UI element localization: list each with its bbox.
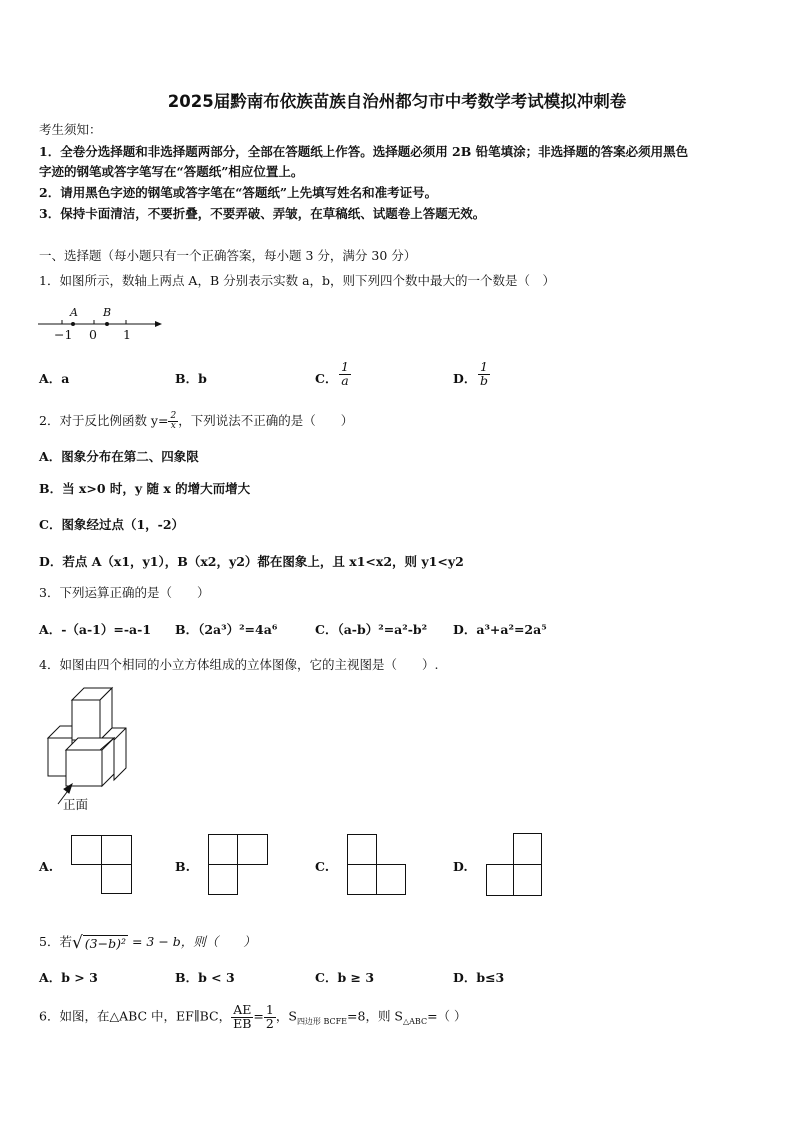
- q1-option-d-fraction: [478, 361, 490, 387]
- q6-post: =8，则 S: [347, 1008, 403, 1024]
- exam-title: 2025届黔南布依族苗族自治州都匀市中考数学考试模拟冲刺卷: [167, 92, 627, 111]
- q6-f1-den: EB: [233, 1015, 252, 1031]
- q6-sub-triangle: △ABC: [403, 1017, 428, 1026]
- q5-option-a: A．b > 3: [39, 970, 98, 985]
- q3-option-b: B．（2a³）²=4a⁶: [175, 622, 278, 637]
- q5-equation: = 3 − b，则（ ）: [128, 934, 256, 949]
- q5-number: 5．若: [39, 934, 72, 949]
- point-a-label: A: [70, 306, 78, 319]
- q4-option-a: A.: [39, 859, 54, 874]
- tick-minus-one: −1: [54, 327, 73, 342]
- q6-f2-num: 1: [265, 1002, 274, 1017]
- q5-option-c: C．b ≥ 3: [315, 970, 375, 985]
- q4-stem: 4．如图由四个相同的小立方体组成的立体图像，它的主视图是（ ）.: [39, 657, 439, 672]
- notice-item-1: 1．全卷分选择题和非选择题两部分，全部在答题纸上作答。选择题必须用 2B 铅笔填涂；非选择题的答案必须用黑色: [39, 144, 689, 159]
- notice-item-3: 3．保持卡面清洁，不要折叠，不要弄破、弄皱，在草稿纸、试题卷上答题无效。: [39, 206, 486, 221]
- q2-fraction: [168, 412, 178, 431]
- q6-f1-num: AE: [231, 1004, 253, 1018]
- q1-option-d: D．: [453, 371, 477, 386]
- section-heading: 一、选择题（每小题只有一个正确答案，每小题 3 分，满分 30 分）: [39, 248, 417, 263]
- q2-stem-pre: 2．对于反比例函数 y=: [39, 413, 169, 428]
- q1-d-numerator: 1: [478, 361, 490, 375]
- point-b-label: B: [103, 306, 112, 319]
- q6-fraction-ae-eb: [231, 1004, 253, 1030]
- q6-f2-den: 2: [265, 1015, 274, 1031]
- tick-one: 1: [123, 327, 131, 342]
- q4-option-a-figure: [71, 835, 133, 895]
- q6-end: =（ ）: [427, 1008, 467, 1024]
- q6-equals: =: [253, 1008, 264, 1024]
- q2-numerator: 2: [170, 411, 177, 421]
- cube-solid-figure: [40, 688, 140, 808]
- q2-option-c: C．图象经过点（1，-2）: [39, 517, 185, 532]
- q2-stem: [39, 411, 353, 431]
- notice-item-1-cont: 字迹的钢笔或答字笔写在“答题纸”相应位置上。: [39, 164, 304, 179]
- q6-stem: [39, 1004, 467, 1030]
- q3-option-a: A．-（a-1）=-a-1: [39, 622, 152, 637]
- q4-option-c-figure: [347, 834, 409, 896]
- front-label: 正面: [63, 797, 89, 812]
- notice-item-2: 2．请用黑色字迹的钢笔或答字笔在“答题纸”上先填写姓名和准考证号。: [39, 185, 438, 200]
- q4-option-d: D.: [453, 859, 468, 874]
- q4-option-b: B.: [175, 859, 190, 874]
- q5-radicand: (3−b)²: [84, 935, 126, 951]
- q1-option-b: B．b: [175, 371, 207, 386]
- q5-stem: [39, 932, 256, 953]
- q1-option-c: C．: [315, 371, 338, 386]
- q5-option-b: B．b < 3: [175, 970, 235, 985]
- q2-option-d: [39, 552, 464, 570]
- q2-option-b: B．当 x>0 时，y 随 x 的增大而增大: [39, 481, 251, 496]
- q2-option-d-pre: D．若点 A（x: [39, 554, 122, 569]
- q4-option-c: C.: [315, 859, 330, 874]
- q1-option-c-fraction: [339, 361, 351, 387]
- q2-option-d-text: 1，y1），B（x2，y2）都在图象上，且 x1<x2，则 y1<y2: [121, 554, 464, 569]
- q4-option-d-figure: [486, 833, 546, 897]
- q6-mid: ，S: [275, 1008, 297, 1024]
- q6-sub-quad: 四边形 BCFE: [296, 1017, 348, 1026]
- q1-d-denominator: b: [480, 372, 489, 388]
- q3-option-c: C．（a-b）²=a²-b²: [315, 622, 428, 637]
- q1-c-numerator: 1: [341, 359, 349, 374]
- q2-denominator: x: [170, 421, 176, 431]
- q3-stem: 3．下列运算正确的是（ ）: [39, 585, 210, 600]
- q1-c-denominator: a: [341, 372, 349, 388]
- q1-stem: 1．如图所示，数轴上两点 A，B 分别表示实数 a，b，则下列四个数中最大的一个数是（ ）: [39, 273, 556, 288]
- q5-sqrt: √ (3−b)²: [71, 932, 126, 953]
- q2-option-a: A．图象分布在第二、四象限: [39, 449, 199, 464]
- q5-option-d: D．b≤3: [453, 970, 505, 985]
- q3-option-d: D．a³+a²=2a⁵: [453, 622, 547, 637]
- q4-option-b-figure: [208, 834, 270, 896]
- q6-pre: 6．如图，在△ABC 中，EF∥BC，: [39, 1008, 232, 1024]
- q2-stem-post: ，下列说法不正确的是（ ）: [178, 413, 354, 428]
- q6-fraction-half: [264, 1004, 276, 1030]
- q1-option-a: A．a: [39, 371, 70, 386]
- notice-heading: 考生须知：: [39, 122, 102, 137]
- tick-zero: 0: [89, 327, 97, 342]
